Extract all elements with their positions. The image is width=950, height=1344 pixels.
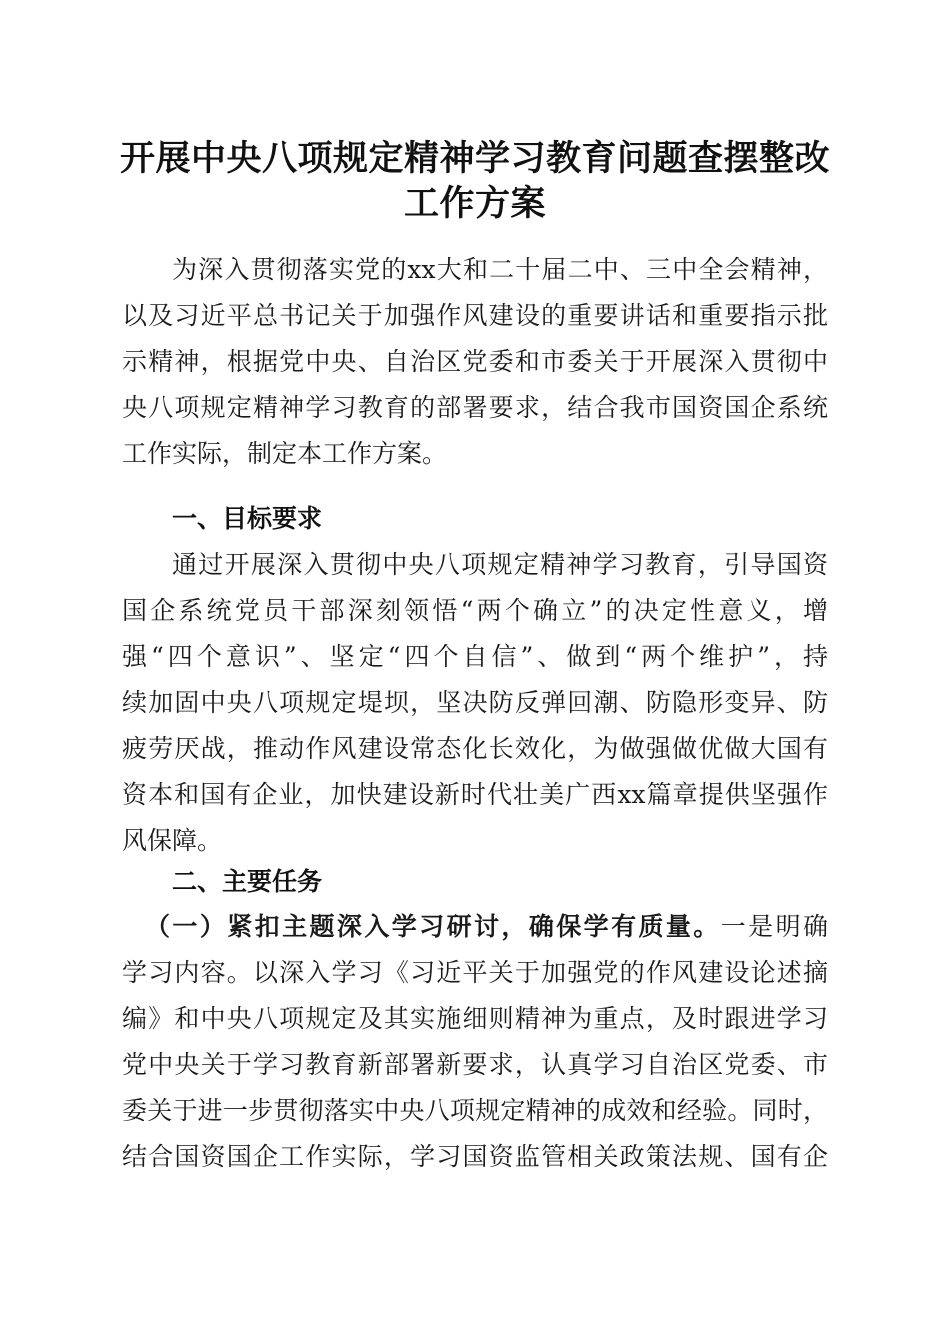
intro-line: 工作实际，制定本工作方案。 bbox=[122, 439, 448, 468]
section-heading: 一、目标要求 bbox=[172, 504, 323, 533]
section2-line: 编》和中央八项规定及其实施细则精神为重点，及时跟进学习 bbox=[122, 1004, 828, 1033]
document-title-line-2: 工作方案 bbox=[403, 184, 546, 224]
subsection-first-line-text: 一是明确 bbox=[720, 912, 828, 941]
section1-line: 续加固中央八项规定堤坝，坚决防反弹回潮、防隐形变异、防 bbox=[122, 688, 828, 717]
section2-line: 结合国资国企工作实际，学习国资监管相关政策法规、国有企 bbox=[122, 1142, 828, 1171]
section1-line: 国企系统党员干部深刻领悟“两个确立”的决定性意义，增 bbox=[122, 596, 828, 625]
section2-line: 学习内容。以深入学习《习近平关于加强党的作风建设论述摘 bbox=[122, 958, 828, 987]
section2-line: 委关于进一步贯彻落实中央八项规定精神的成效和经验。同时， bbox=[122, 1096, 828, 1125]
section1-line: 资本和国有企业，加快建设新时代壮美广西xx篇章提供坚强作 bbox=[122, 780, 828, 809]
intro-line: 示精神，根据党中央、自治区党委和市委关于开展深入贯彻中 bbox=[122, 347, 828, 376]
section1-line: 疲劳厌战，推动作风建设常态化长效化，为做强做优做大国有 bbox=[122, 734, 828, 763]
document-title-line-1: 开展中央八项规定精神学习教育问题查摆整改 bbox=[119, 139, 830, 179]
section1-line: 强“四个意识”、坚定“四个自信”、做到“两个维护”，持 bbox=[122, 642, 828, 671]
intro-line: 以及习近平总书记关于加强作风建设的重要讲话和重要指示批 bbox=[122, 301, 828, 330]
section1-line: 风保障。 bbox=[122, 826, 223, 855]
intro-line: 央八项规定精神学习教育的部署要求，结合我市国资国企系统 bbox=[122, 393, 828, 422]
intro-line: 为深入贯彻落实党的xx大和二十届二中、三中全会精神， bbox=[172, 255, 828, 284]
section2-line: 党中央关于学习教育新部署新要求，认真学习自治区党委、市 bbox=[122, 1050, 828, 1079]
subsection-first-line bbox=[145, 904, 828, 950]
section1-line: 通过开展深入贯彻中央八项规定精神学习教育，引导国资 bbox=[172, 550, 828, 579]
subsection-heading: （一）紧扣主题深入学习研讨，确保学有质量。 bbox=[145, 912, 721, 941]
section-heading: 二、主要任务 bbox=[172, 867, 323, 896]
